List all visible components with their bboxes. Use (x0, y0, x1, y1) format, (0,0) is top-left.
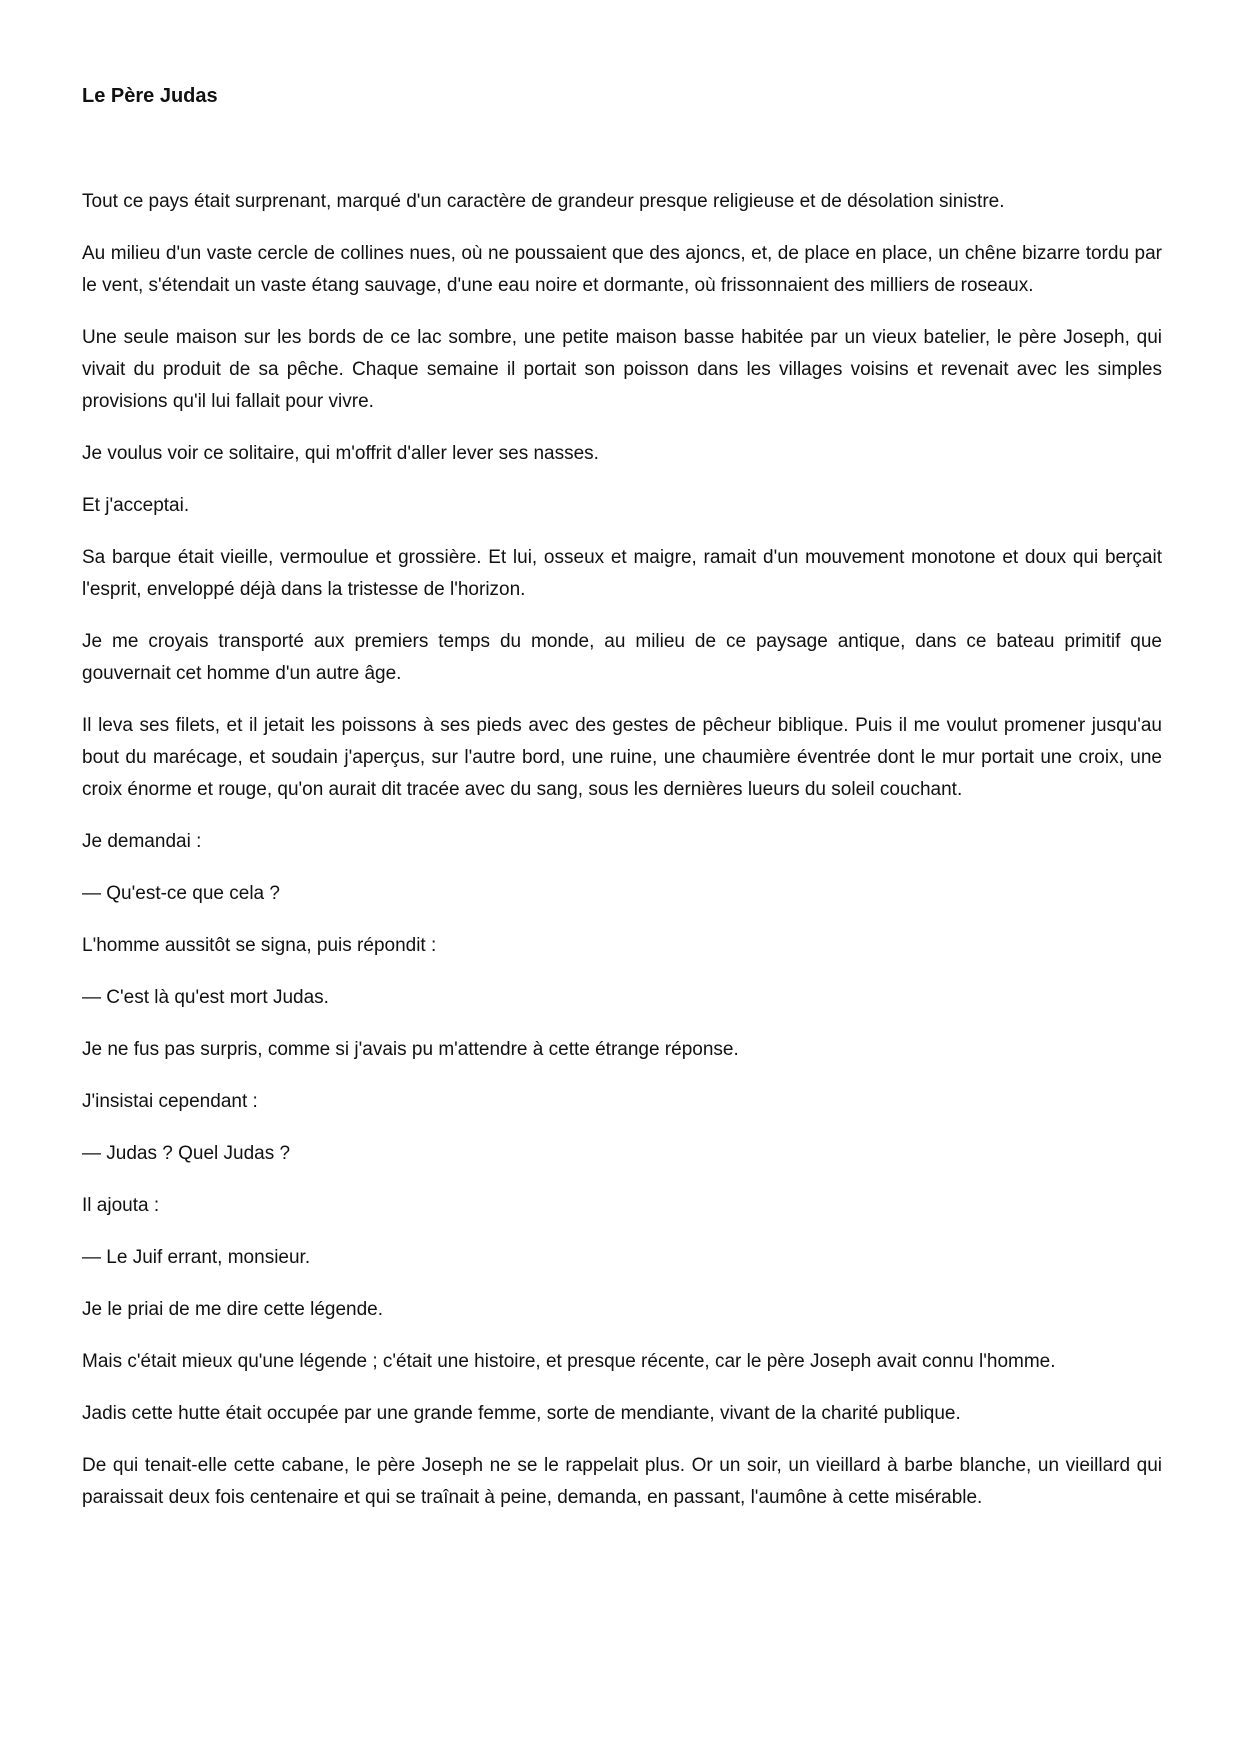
paragraph: Et j'acceptai. (82, 495, 190, 516)
paragraph: Il leva ses filets, et il jetait les poissons à ses pieds avec des gestes de pêcheur biblique. Puis il me voulut promener jusqu'au bout du marécage, et soudain j'aperçus, sur l'autre bord, une ruine, une chaumière éventrée dont le mur portait une croix, une croix énorme et rouge, qu'on aurait dit tracée avec du sang, sous les dernières lueurs du soleil couchant. (82, 715, 1162, 800)
paragraph: L'homme aussitôt se signa, puis répondit : (82, 935, 437, 956)
dialogue-line: — Le Juif errant, monsieur. (82, 1247, 311, 1268)
paragraph: Jadis cette hutte était occupée par une grande femme, sorte de mendiante, vivant de la charité publique. (82, 1403, 961, 1424)
paragraph: Tout ce pays était surprenant, marqué d'un caractère de grandeur presque religieuse et de désolation sinistre. (82, 191, 1005, 212)
dialogue-line: — Qu'est-ce que cela ? (82, 883, 280, 904)
dialogue-line: — C'est là qu'est mort Judas. (82, 987, 329, 1008)
paragraph: Sa barque était vieille, vermoulue et grossière. Et lui, osseux et maigre, ramait d'un mouvement monotone et doux qui berçait l'esprit, enveloppé déjà dans la tristesse de l'horizon. (82, 547, 1162, 600)
dialogue-line: — Judas ? Quel Judas ? (82, 1143, 291, 1164)
document-page (82, 80, 1162, 1534)
paragraph: Une seule maison sur les bords de ce lac sombre, une petite maison basse habitée par un vieux batelier, le père Joseph, qui vivait du produit de sa pêche. Chaque semaine il portait son poisson dans les villages voisins et revenait avec les simples provisions qu'il lui fallait pour vivre. (82, 327, 1162, 412)
paragraph: Je demandai : (82, 831, 202, 852)
paragraph: Je voulus voir ce solitaire, qui m'offrit d'aller lever ses nasses. (82, 443, 599, 464)
paragraph: Il ajouta : (82, 1195, 160, 1216)
paragraph: De qui tenait-elle cette cabane, le père Joseph ne se le rappelait plus. Or un soir, un vieillard à barbe blanche, un vieillard qui paraissait deux fois centenaire et qui se traînait à peine, demanda, en passant, l'aumône à cette misérable. (82, 1455, 1162, 1508)
paragraph: Je le priai de me dire cette légende. (82, 1299, 384, 1320)
paragraph: Au milieu d'un vaste cercle de collines nues, où ne poussaient que des ajoncs, et, de place en place, un chêne bizarre tordu par le vent, s'étendait un vaste étang sauvage, d'une eau noire et dormante, où frissonnaient des milliers de roseaux. (82, 243, 1162, 296)
document-title: Le Père Judas (82, 85, 218, 107)
paragraph: Mais c'était mieux qu'une légende ; c'était une histoire, et presque récente, car le père Joseph avait connu l'homme. (82, 1351, 1056, 1372)
paragraph: Je me croyais transporté aux premiers temps du monde, au milieu de ce paysage antique, dans ce bateau primitif que gouvernait cet homme d'un autre âge. (82, 631, 1162, 684)
paragraph: J'insistai cependant : (82, 1091, 258, 1112)
paragraph: Je ne fus pas surpris, comme si j'avais pu m'attendre à cette étrange réponse. (82, 1039, 739, 1060)
